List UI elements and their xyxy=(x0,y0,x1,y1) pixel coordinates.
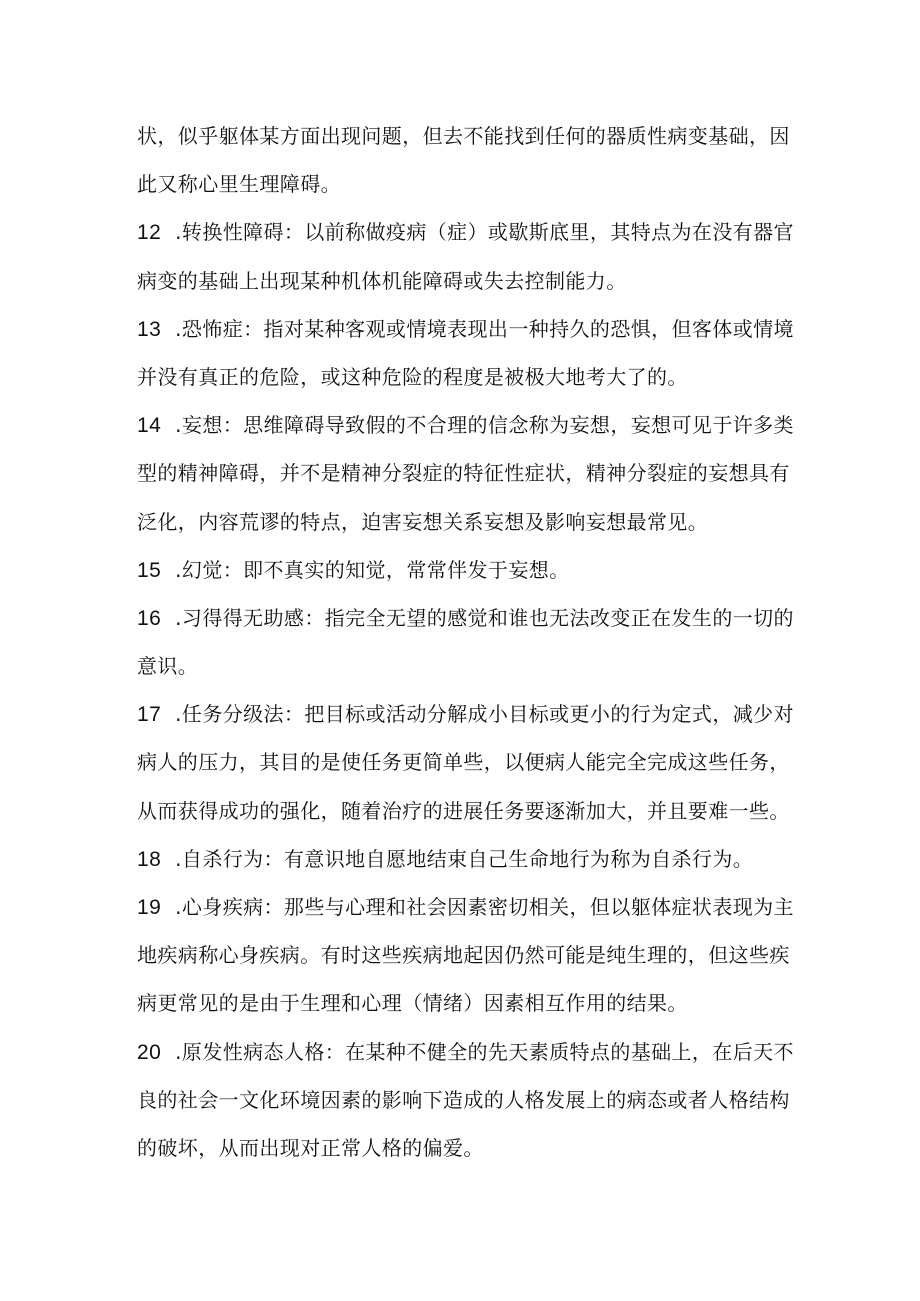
line-text: 意识。 xyxy=(137,654,199,679)
text-line xyxy=(137,594,794,642)
line-text: 此又称心里生理障碍。 xyxy=(137,172,341,197)
text-line xyxy=(137,787,790,835)
item-number: 18 xyxy=(137,847,162,871)
line-text: 型的精神障碍，并不是精神分裂症的特征性症状，精神分裂症的妄想具有 xyxy=(137,461,790,486)
line-text: 良的社会一文化环境因素的影响下造成的人格发展上的病态或者人格结构 xyxy=(137,1087,790,1112)
line-text: 从而获得成功的强化，随着治疗的进展任务要逐渐加大，并且要难一些。 xyxy=(137,798,790,823)
item-number: 14 xyxy=(137,414,162,438)
text-line xyxy=(137,835,787,883)
item-number: 13 xyxy=(137,317,162,341)
text-line xyxy=(137,305,794,353)
line-text: .转换性障碍：以前称做疫病（症）或歇斯底里，其特点为在没有器官 xyxy=(175,220,794,245)
text-line xyxy=(137,883,794,931)
text-line xyxy=(137,642,787,690)
text-line xyxy=(137,738,790,786)
item-number: 15 xyxy=(137,558,162,582)
line-text: 病更常见的是由于生理和心理（情绪）因素相互作用的结果。 xyxy=(137,991,688,1016)
item-number: 19 xyxy=(137,896,162,919)
item-number: 12 xyxy=(137,221,162,245)
line-text: .幻觉：即不真实的知觉，常常伴发于妄想。 xyxy=(175,557,570,582)
line-text: .心身疾病：那些与心理和社会因素密切相关，但以躯体症状表现为主 xyxy=(175,895,794,919)
line-text: 并没有真正的危险，或这种危险的程度是被极大地考大了的。 xyxy=(137,364,688,389)
text-line xyxy=(137,546,787,594)
item-number: 16 xyxy=(137,606,162,630)
text-line xyxy=(137,353,787,401)
text-line xyxy=(137,498,787,546)
text-line xyxy=(137,160,787,208)
text-line xyxy=(137,979,787,1027)
item-number: 17 xyxy=(137,703,162,727)
text-line xyxy=(137,690,794,738)
line-text: .自杀行为：有意识地自愿地结束自己生命地行为称为自杀行为。 xyxy=(175,846,754,871)
text-line xyxy=(137,112,790,160)
line-text: .任务分级法：把目标或活动分解成小目标或更小的行为定式，减少对 xyxy=(175,702,794,727)
text-line xyxy=(137,257,787,305)
line-text: 地疾病称心身疾病。有时这些疾病地起因仍然可能是纯生理的，但这些疾 xyxy=(137,943,790,968)
line-text: 病变的基础上出现某种机体机能障碍或失去控制能力。 xyxy=(137,268,627,293)
text-line xyxy=(137,449,790,497)
item-number: 20 xyxy=(137,1040,162,1064)
line-text: .妄想：思维障碍导致假的不合理的信念称为妄想，妄想可见于许多类 xyxy=(175,413,794,438)
line-text: .习得得无助感：指完全无望的感觉和谁也无法改变正在发生的一切的 xyxy=(175,605,794,630)
line-text: 的破坏，从而出现对正常人格的偏爱。 xyxy=(137,1135,484,1160)
line-text: 泛化，内容荒谬的特点，迫害妄想关系妄想及影响妄想最常见。 xyxy=(137,509,709,534)
line-text: .原发性病态人格：在某种不健全的先天素质特点的基础上，在后天不 xyxy=(175,1039,794,1064)
text-line xyxy=(137,1124,787,1172)
text-line xyxy=(137,1076,790,1124)
line-text: 病人的压力，其目的是使任务更简单些，以便病人能完全完成这些任务， xyxy=(137,750,790,775)
text-line xyxy=(137,401,794,449)
line-text: .恐怖症：指对某种客观或情境表现出一种持久的恐惧，但客体或情境 xyxy=(175,316,794,341)
line-text: 状，似乎躯体某方面出现问题，但去不能找到任何的器质性病变基础，因 xyxy=(137,124,790,148)
text-line xyxy=(137,931,790,979)
text-line xyxy=(137,208,794,256)
text-line xyxy=(137,1028,794,1076)
document-body xyxy=(137,112,794,1172)
